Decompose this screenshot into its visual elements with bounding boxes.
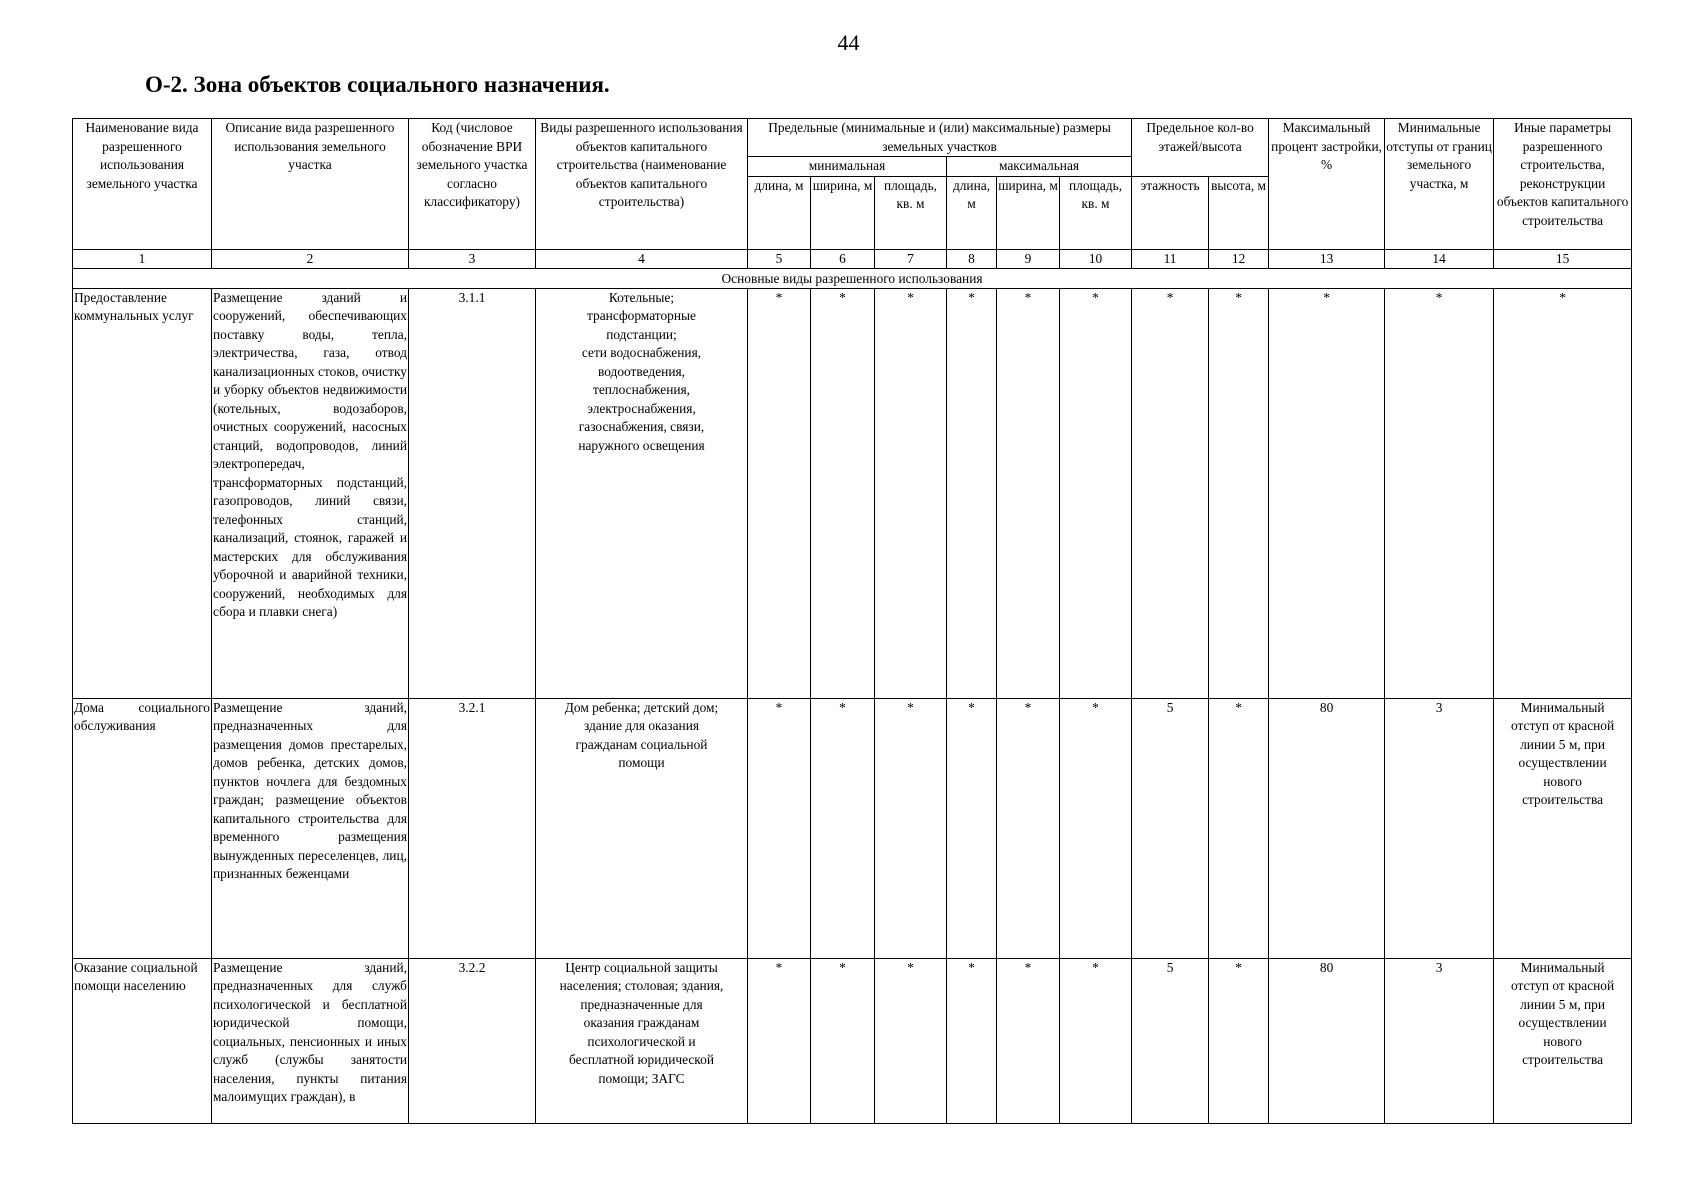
value-cell: * [947,958,997,1123]
row-capital-types [536,698,748,958]
value-cell: 80 [1269,698,1385,958]
section-title: О-2. Зона объектов социального назначения. [145,72,610,97]
column-number: 8 [947,249,997,268]
capital-line: трансформаторные [587,308,696,323]
value-cell: * [1209,288,1269,698]
value-cell: * [1209,698,1269,958]
value-cell: 5 [1132,698,1209,958]
row-code: 3.2.1 [409,698,536,958]
value-cell: * [875,958,947,1123]
column-number: 6 [811,249,875,268]
row-description: Размещение зданий, предназначенных для размещения домов престарелых, домов ребенка, детских домов, пунктов ночлега для бездомных граждан; размещение объектов капитального строительства для временного размещения вынужденных переселенцев, лиц, признанных беженцами [212,698,409,958]
header-capital-types: Виды разрешенного использования объектов капитального строительства (наименование объектов капитального строительства) [536,119,748,250]
value-cell: * [1209,958,1269,1123]
value-cell: * [1494,288,1632,698]
header-min-setbacks: Минимальные отступы от границ земельного участка, м [1385,119,1494,250]
capital-line: водоотведения, [597,363,686,379]
capital-line: предназначенные для [580,996,703,1012]
row-capital-types [536,288,748,698]
capital-line: Котельные; [608,289,675,305]
capital-line: помощи [618,755,665,770]
header-height: высота, м [1209,176,1269,249]
column-numbers-row [73,249,1632,268]
other-line: отступ от красной [1510,718,1615,733]
header-floors: этажность [1132,176,1209,249]
other-line: Минимальный [1520,959,1605,975]
header-length-max: длина, м [947,176,997,249]
column-number: 11 [1132,249,1209,268]
capital-line: психологической и [587,1033,696,1049]
capital-line: помощи; ЗАГС [598,1070,685,1086]
header-code: Код (числовое обозначение ВРИ земельного участка согласно классификатору) [409,119,536,250]
column-number: 3 [409,249,536,268]
column-number: 9 [997,249,1060,268]
row-other-params [1494,698,1632,958]
header-length-min: длина, м [748,176,811,249]
value-cell: * [1385,288,1494,698]
value-cell: * [997,288,1060,698]
value-cell: * [811,288,875,698]
header-area-max: площадь, кв. м [1060,176,1132,249]
capital-line: газоснабжения, связи, [578,419,705,434]
capital-line: электроснабжения, [587,400,696,416]
value-cell: * [1060,288,1132,698]
table-row [73,698,1632,958]
header-width-min: ширина, м [811,176,875,249]
value-cell: 3 [1385,958,1494,1123]
capital-line: оказания гражданам [583,1015,700,1030]
capital-line: здание для оказания [583,718,700,733]
value-cell: 80 [1269,958,1385,1123]
value-cell: * [811,958,875,1123]
row-name: Дома социального обслуживания [73,698,212,958]
header-plot-sizes: Предельные (минимальные и (или) максимальные) размеры земельных участков [748,119,1132,157]
capital-line: теплоснабжения, [592,382,691,397]
capital-line: населения; столовая; здания, [559,978,724,993]
row-code: 3.1.1 [409,288,536,698]
capital-line: бесплатной юридической [568,1052,714,1067]
column-number: 7 [875,249,947,268]
header-description: Описание вида разрешенного использования земельного участка [212,119,409,250]
header-min: минимальная [748,157,947,177]
capital-line: подстанции; [606,326,677,342]
value-cell: * [811,698,875,958]
header-other-params: Иные параметры разрешенного строительства, реконструкции объектов капитального строительства [1494,119,1632,250]
value-cell: * [748,698,811,958]
other-line: линии 5 м, при [1520,996,1606,1012]
value-cell: * [748,288,811,698]
value-cell: 5 [1132,958,1209,1123]
row-description: Размещение зданий и сооружений, обеспечивающих поставку воды, тепла, электричества, газа, отвод канализационных стоков, очистку и уборку объектов недвижимости (котельных, водозаборов, очистных сооружений, насосных станций, водопроводов, линий электропередач, трансформаторных подстанций, газопроводов, линий связи, телефонных станций, канализаций, стоянок, гаражей и мастерских для обслуживания уборочной и аварийной техники, сооружений, необходимых для сбора и плавки снега) [212,288,409,698]
header-max-percent: Максимальный процент застройки, % [1269,119,1385,250]
value-cell: * [1060,698,1132,958]
other-line: нового [1543,1033,1582,1049]
capital-line: Дом ребенка; детский дом; [564,699,719,715]
other-line: Минимальный [1520,699,1605,715]
row-code: 3.2.2 [409,958,536,1123]
row-description: Размещение зданий, предназначенных для служб психологической и бесплатной юридической помощи, социальных, пенсионных и иных служб (службы занятости населения, пункты питания малоимущих граждан), в [212,958,409,1123]
capital-line: сети водоснабжения, [581,345,702,360]
value-cell: * [748,958,811,1123]
other-line: отступ от красной [1510,978,1615,993]
value-cell: * [1132,288,1209,698]
column-number: 4 [536,249,748,268]
capital-line: наружного освещения [578,437,705,453]
header-floors-height: Предельное кол-во этажей/высота [1132,119,1269,177]
value-cell: * [997,698,1060,958]
value-cell: * [1060,958,1132,1123]
zone-table [72,118,1632,1124]
section-label: Основные виды разрешенного использования [73,268,1632,288]
value-cell: 3 [1385,698,1494,958]
value-cell: * [947,288,997,698]
column-number: 15 [1494,249,1632,268]
other-line: осуществлении [1518,1015,1607,1030]
header-width-max: ширина, м [997,176,1060,249]
table-row [73,288,1632,698]
other-line: нового [1543,773,1582,789]
value-cell: * [1269,288,1385,698]
page-number: 44 [837,30,860,55]
other-line: строительства [1522,1052,1604,1067]
value-cell: * [997,958,1060,1123]
column-number: 14 [1385,249,1494,268]
row-capital-types [536,958,748,1123]
other-line: осуществлении [1518,755,1607,770]
header-name: Наименование вида разрешенного использования земельного участка [73,119,212,250]
column-number: 12 [1209,249,1269,268]
row-name: Оказание социальной помощи населению [73,958,212,1123]
column-number: 1 [73,249,212,268]
row-name: Предоставление коммунальных услуг [73,288,212,698]
header-max: максимальная [947,157,1132,177]
header-area-min: площадь, кв. м [875,176,947,249]
column-number: 13 [1269,249,1385,268]
value-cell: * [875,698,947,958]
other-line: линии 5 м, при [1520,736,1606,752]
capital-line: гражданам социальной [575,736,708,752]
other-line: строительства [1522,792,1604,807]
value-cell: * [947,698,997,958]
column-number: 10 [1060,249,1132,268]
column-number: 2 [212,249,409,268]
row-other-params [1494,958,1632,1123]
capital-line: Центр социальной защиты [565,959,718,975]
table-row [73,958,1632,1123]
value-cell: * [875,288,947,698]
column-number: 5 [748,249,811,268]
